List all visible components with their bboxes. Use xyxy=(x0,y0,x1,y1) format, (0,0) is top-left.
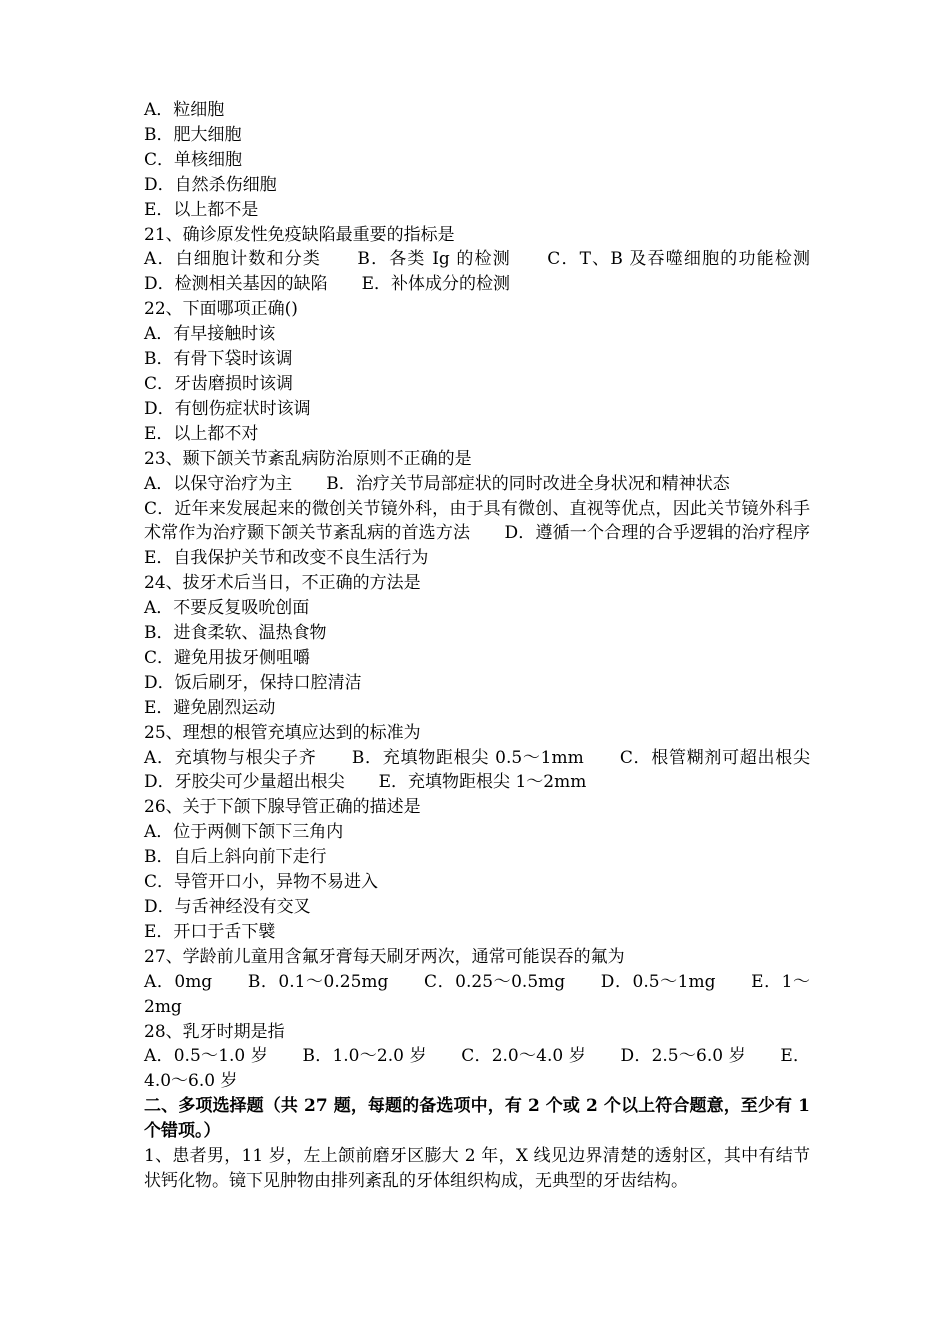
question-26-option-b: B．自后上斜向前下走行 xyxy=(144,847,327,868)
question-21-options: A．白细胞计数和分类 B．各类 Ig 的检测 C．T、B 及吞噬细胞的功能检测 D．检测相关基因的缺陷 E．补体成分的检测 xyxy=(144,249,844,295)
question-27-options: A．0mg B．0.1～0.25mg C．0.25～0.5mg D．0.5～1mg E．1～2mg xyxy=(144,971,810,1017)
question-28: 28、乳牙时期是指 xyxy=(144,1021,285,1042)
question-27: 27、学龄前儿童用含氟牙膏每天刷牙两次，通常可能误吞的氟为 xyxy=(144,946,625,967)
question-24-option-c: C．避免用拔牙侧咀嚼 xyxy=(144,647,311,668)
question-24: 24、拔牙术后当日，不正确的方法是 xyxy=(144,573,421,594)
question-26-option-a: A．位于两侧下颌下三角内 xyxy=(144,822,344,843)
question-24-option-b: B．进食柔软、温热食物 xyxy=(144,623,327,644)
question-22-option-c: C．牙齿磨损时该调 xyxy=(144,373,294,394)
question-25-options: A．充填物与根尖子齐 B．充填物距根尖 0.5～1mm C．根管糊剂可超出根尖 D．牙胶尖可少量超出根尖 E．充填物距根尖 1～2mm xyxy=(144,747,844,793)
question-26: 26、关于下颌下腺导管正确的描述是 xyxy=(144,797,421,818)
option-e: E．以上都不是 xyxy=(144,199,259,220)
question-23: 23、颞下颌关节紊乱病防治原则不正确的是 xyxy=(144,448,472,469)
question-26-option-d: D．与舌神经没有交叉 xyxy=(144,897,311,917)
question-26-option-c: C．导管开口小，异物不易进入 xyxy=(144,872,379,893)
option-d: D．自然杀伤细胞 xyxy=(144,174,277,195)
option-a: A．粒细胞 xyxy=(144,100,225,120)
question-26-option-e: E．开口于舌下襞 xyxy=(144,921,276,942)
question-22: 22、下面哪项正确() xyxy=(144,299,298,320)
document-page xyxy=(144,98,844,1194)
question-24-option-e: E．避免剧烈运动 xyxy=(144,697,276,718)
question-24-option-a: A．不要反复吸吮创面 xyxy=(144,598,310,619)
question-22-option-a: A．有早接触时该 xyxy=(144,324,276,345)
question-25: 25、理想的根管充填应达到的标准为 xyxy=(144,722,421,743)
question-24-option-d: D．饭后刷牙，保持口腔清洁 xyxy=(144,672,362,693)
section-2-heading: 二、多项选择题（共 27 题，每题的备选项中，有 2 个或 2 个以上符合题意，至少有 1 个错项。） xyxy=(144,1096,810,1142)
question-22-option-d: D．有刨伤症状时该调 xyxy=(144,398,311,419)
question-21: 21、确诊原发性免疫缺陷最重要的指标是 xyxy=(144,224,455,245)
question-22-option-b: B．有骨下袋时该调 xyxy=(144,349,293,370)
multi-question-1: 1、患者男，11 岁，左上颌前磨牙区膨大 2 年，X 线见边界清楚的透射区，其中有结节状钙化物。镜下见肿物由排列紊乱的牙体组织构成，无典型的牙齿结构。 xyxy=(144,1146,810,1191)
option-c: C．单核细胞 xyxy=(144,149,243,170)
question-22-option-e: E．以上都不对 xyxy=(144,423,259,444)
question-23-option-c: C．近年来发展起来的微创关节镜外科，由于具有微创、直视等优点，因此关节镜外科手术常作为治疗颞下颌关节紊乱病的首选方法 D．遵循一个合理的合乎逻辑的治疗程序 E．自我保护关节和改变不良生活行为 xyxy=(144,498,844,569)
option-b: B．肥大细胞 xyxy=(144,124,242,145)
question-28-options: A．0.5～1.0 岁 B．1.0～2.0 岁 C．2.0～4.0 岁 D．2.5～6.0 岁 E．4.0～6.0 岁 xyxy=(144,1046,810,1092)
question-23-option-a: A．以保守治疗为主 B．治疗关节局部症状的同时改进全身状况和精神状态 xyxy=(144,473,730,494)
